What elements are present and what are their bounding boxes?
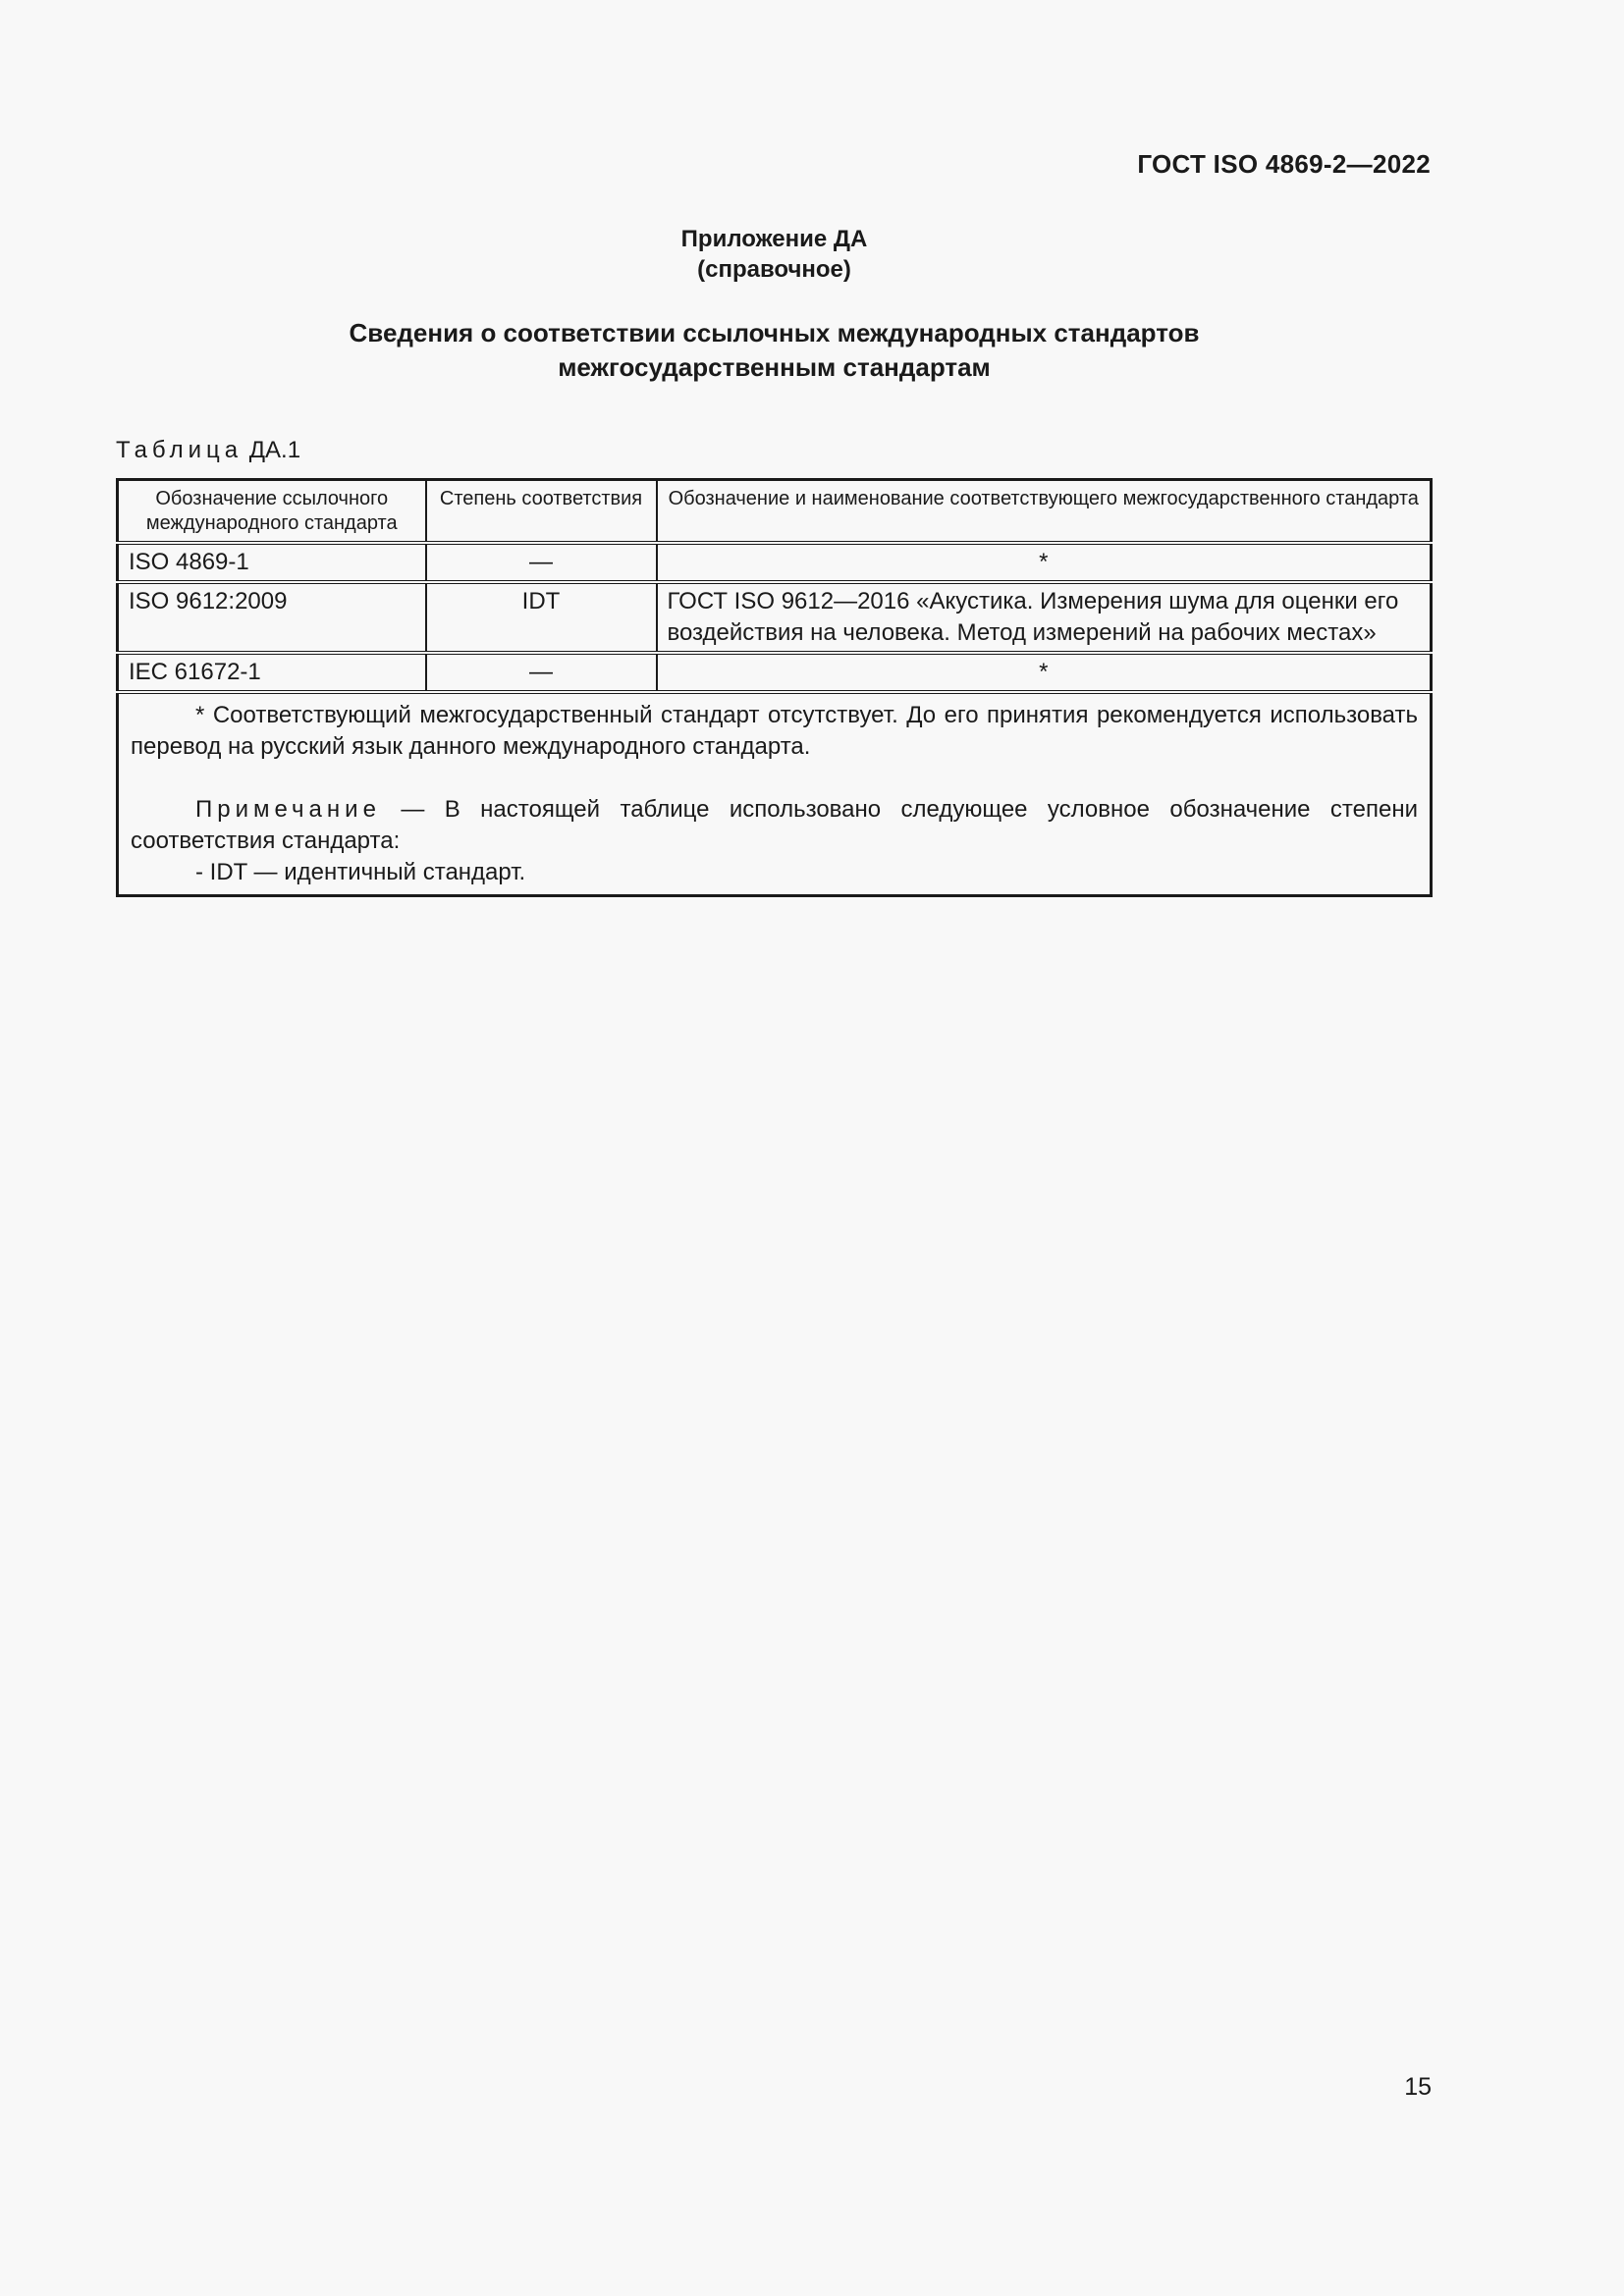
- note-list-item: - IDT — идентичный стандарт.: [195, 859, 526, 885]
- table-row: [118, 582, 1432, 653]
- column-header-national: Обозначение и наименование соответствующего межгосударственного стандарта: [657, 480, 1432, 544]
- table-caption-word: Таблица: [116, 437, 244, 463]
- cell-reference: IEC 61672-1: [118, 653, 426, 692]
- table-row: [118, 653, 1432, 692]
- page-number: 15: [1404, 2073, 1432, 2101]
- standard-code: ГОСТ ISO 4869-2—2022: [1137, 149, 1431, 179]
- cell-degree: —: [426, 653, 657, 692]
- cell-degree: IDT: [426, 582, 657, 653]
- table-caption: [116, 437, 300, 464]
- column-header-degree: Степень соответствия: [426, 480, 657, 544]
- note-text: — В настоящей таблице использовано следующее условное обозначение степени соответствия стандарта:: [131, 796, 1418, 854]
- table-caption-number: ДА.1: [248, 437, 301, 463]
- cell-reference: ISO 9612:2009: [118, 582, 426, 653]
- appendix-title: Приложение ДА: [680, 226, 868, 252]
- document-title-line-1: Сведения о соответствии ссылочных международных стандартов: [349, 318, 1200, 347]
- table-footnote-cell: [118, 692, 1432, 896]
- note-paragraph: [131, 794, 1418, 857]
- cell-national: *: [657, 653, 1432, 692]
- cell-national: ГОСТ ISO 9612—2016 «Акустика. Измерения шума для оценки его воздействия на человека. Метод измерений на рабочих местах»: [657, 582, 1432, 653]
- footnote-text: * Соответствующий межгосударственный стандарт отсутствует. До его принятия рекомендуется использовать перевод на русский язык данного международного стандарта.: [131, 702, 1418, 760]
- appendix-heading: [0, 224, 1548, 285]
- cell-degree: —: [426, 543, 657, 582]
- table-header-row: [118, 480, 1432, 544]
- column-header-reference: Обозначение ссылочного международного стандарта: [118, 480, 426, 544]
- cell-national: *: [657, 543, 1432, 582]
- document-title-line-2: межгосударственным стандартам: [558, 352, 991, 382]
- document-title: [0, 316, 1548, 385]
- table-footnote-row: [118, 692, 1432, 896]
- appendix-type: (справочное): [697, 256, 851, 283]
- cell-reference: ISO 4869-1: [118, 543, 426, 582]
- table-row: [118, 543, 1432, 582]
- correspondence-table: [116, 478, 1433, 897]
- note-label: Примечание: [195, 796, 381, 823]
